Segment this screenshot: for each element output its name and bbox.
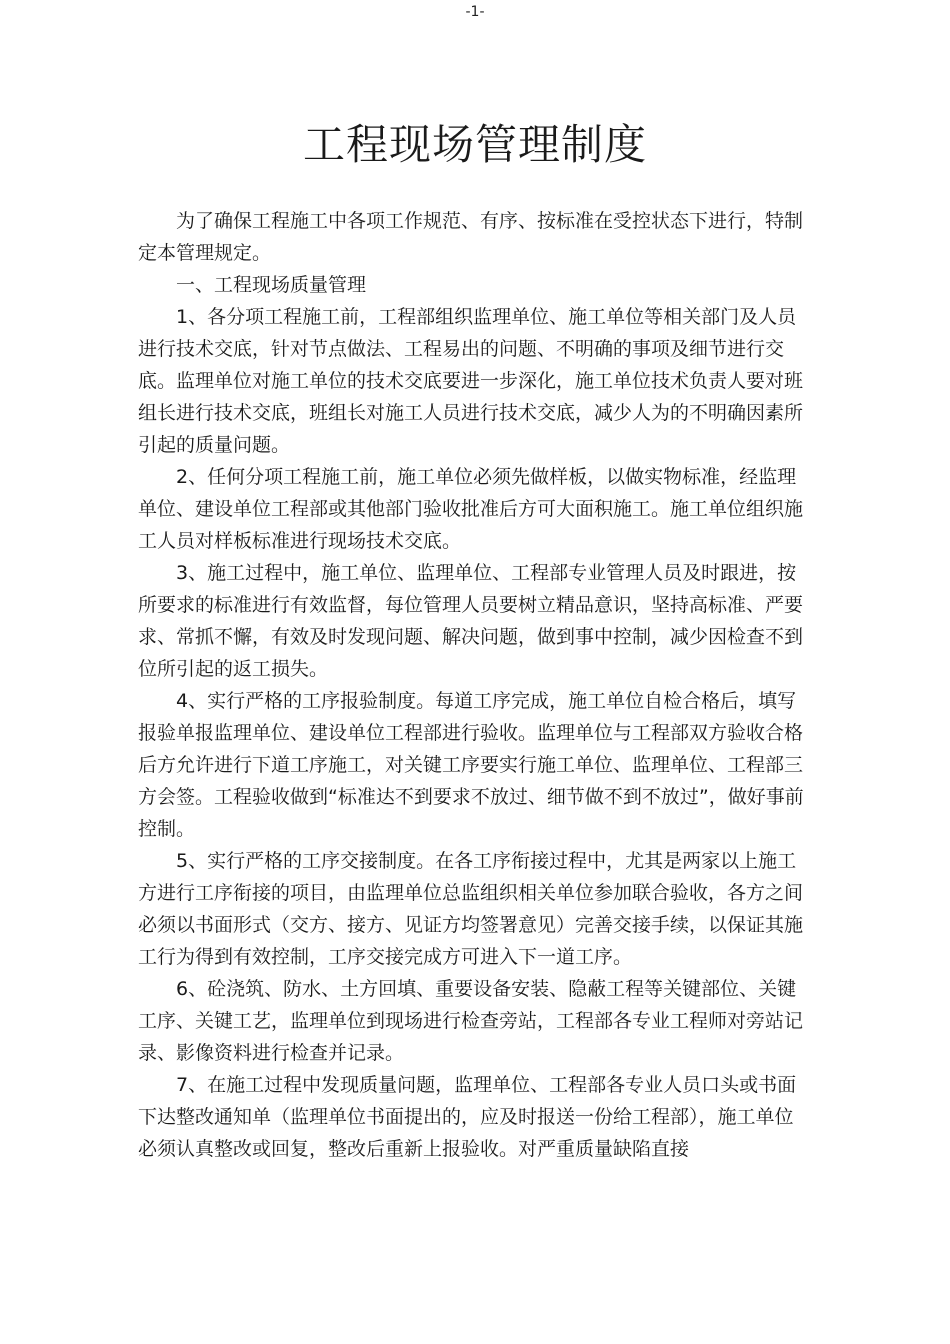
section-heading: 一、工程现场质量管理: [176, 274, 367, 296]
clause-4: 4、实行严格的工序报验制度。每道工序完成，施工单位自检合格后，填写报验单报监理单位、建设单位工程部进行验收。监理单位与工程部双方验收合格后方允许进行下道工序施工，对关键工序要实行施工单位、监理单位、工程部三方会签。工程验收做到“标准达不到要求不放过、细节做不到不放过”，做好事前控制。: [138, 690, 804, 840]
document-title: 工程现场管理制度: [302, 120, 647, 169]
clause-6: 6、砼浇筑、防水、土方回填、重要设备安装、隐蔽工程等关键部位、关键工序、关键工艺，监理单位到现场进行检查旁站，工程部各专业工程师对旁站记录、影像资料进行检查并记录。: [138, 978, 804, 1064]
clause-3: 3、施工过程中，施工单位、监理单位、工程部专业管理人员及时跟进，按所要求的标准进行有效监督，每位管理人员要树立精品意识，坚持高标准、严要求、常抓不懈，有效及时发现问题、解决问题，做到事中控制，减少因检查不到位所引起的返工损失。: [138, 562, 804, 680]
intro-paragraph: 为了确保工程施工中各项工作规范、有序、按标准在受控状态下进行，特制定本管理规定。: [138, 210, 804, 264]
clause-1: 1、各分项工程施工前，工程部组织监理单位、施工单位等相关部门及人员进行技术交底，针对节点做法、工程易出的问题、不明确的事项及细节进行交底。监理单位对施工单位的技术交底要进一步深化，施工单位技术负责人要对班组长进行技术交底，班组长对施工人员进行技术交底，减少人为的不明确因素所引起的质量问题。: [138, 306, 804, 456]
page-number: -1-: [465, 4, 485, 20]
clause-5: 5、实行严格的工序交接制度。在各工序衔接过程中，尤其是两家以上施工方进行工序衔接的项目，由监理单位总监组织相关单位参加联合验收，各方之间必须以书面形式（交方、接方、见证方均签署意见）完善交接手续，以保证其施工行为得到有效控制，工序交接完成方可进入下一道工序。: [138, 850, 804, 968]
document-body: [138, 205, 808, 1165]
clause-7: 7、在施工过程中发现质量问题，监理单位、工程部各专业人员口头或书面下达整改通知单（监理单位书面提出的，应及时报送一份给工程部），施工单位必须认真整改或回复，整改后重新上报验收。对严重质量缺陷直接: [138, 1074, 797, 1160]
clause-2: 2、任何分项工程施工前，施工单位必须先做样板，以做实物标准，经监理单位、建设单位工程部或其他部门验收批准后方可大面积施工。施工单位组织施工人员对样板标准进行现场技术交底。: [138, 466, 804, 552]
